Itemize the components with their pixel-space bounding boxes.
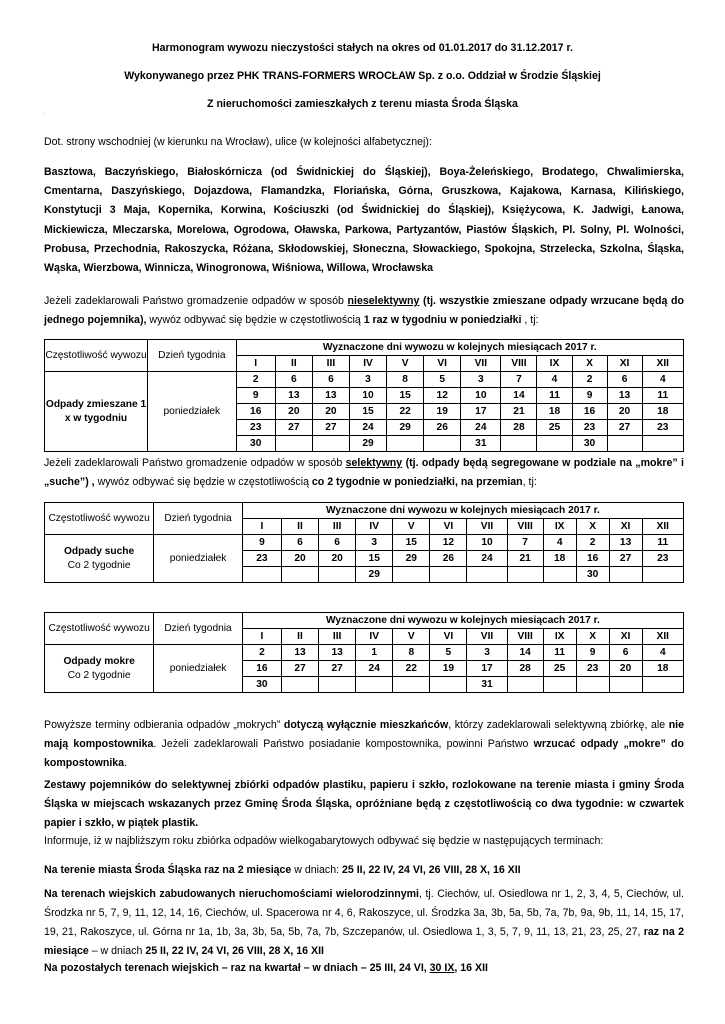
date-cell [281, 567, 318, 583]
date-cell [430, 677, 467, 693]
date-cell [507, 677, 543, 693]
month-header: XI [609, 519, 642, 535]
month-header: I [242, 519, 281, 535]
p1-c: (tj. wszystkie zmieszane odpady wrzucane będą do jednego pojemnika), [44, 295, 684, 326]
month-header: XII [642, 519, 683, 535]
p2-c: (tj. odpady będą segregowane w podziale na „mokre” i „suche”) , [44, 457, 684, 488]
date-cell: 3 [356, 535, 393, 551]
date-cell: 13 [312, 388, 349, 404]
paragraph-selective [44, 454, 684, 492]
stray-marker: . [44, 110, 46, 116]
p3-d: nie mają kompostownika [44, 719, 684, 750]
date-cell: 10 [467, 535, 507, 551]
date-cell: 9 [572, 388, 607, 404]
month-header: X [572, 356, 607, 372]
date-cell [543, 677, 576, 693]
date-cell: 7 [501, 372, 537, 388]
date-cell [642, 436, 683, 452]
p3-g: . [124, 757, 128, 769]
date-cell: 4 [642, 645, 683, 661]
date-cell: 20 [312, 404, 349, 420]
date-cell: 14 [507, 645, 543, 661]
table-row [45, 535, 684, 551]
date-cell: 9 [242, 535, 281, 551]
date-cell: 9 [576, 645, 609, 661]
date-cell: 30 [242, 677, 281, 693]
date-cell: 16 [242, 661, 281, 677]
date-cell: 27 [281, 661, 318, 677]
header-row [45, 340, 684, 356]
date-cell: 18 [537, 404, 572, 420]
date-cell [576, 677, 609, 693]
date-cell: 31 [467, 677, 507, 693]
frequency-header: Częstotliwość wywozu [45, 613, 154, 645]
date-cell: 6 [281, 535, 318, 551]
date-cell: 9 [236, 388, 275, 404]
month-header: VIII [507, 629, 543, 645]
p3-c: , którzy zadeklarowali selektywną zbiórkę, ale [448, 719, 669, 731]
date-cell [281, 677, 318, 693]
p3-f: wrzucać odpady „mokre” do kompostownika [44, 738, 684, 769]
date-cell: 25 [543, 661, 576, 677]
date-cell: 4 [537, 372, 572, 388]
month-header: I [236, 356, 275, 372]
date-cell: 14 [501, 388, 537, 404]
date-cell: 27 [275, 420, 312, 436]
date-cell: 24 [461, 420, 501, 436]
date-cell: 10 [349, 388, 386, 404]
date-cell [607, 436, 642, 452]
waste-type-cell [45, 645, 154, 693]
dates-header: Wyznaczone dni wywozu w kolejnych miesiącach 2017 r. [242, 503, 683, 519]
date-cell: 16 [236, 404, 275, 420]
p3-b: dotyczą wyłącznie mieszkańców [283, 719, 449, 731]
month-header: X [576, 519, 609, 535]
month-header: VIII [501, 356, 537, 372]
date-cell: 24 [356, 661, 393, 677]
date-cell [430, 567, 467, 583]
weekday-header: Dzień tygodnia [148, 340, 237, 372]
p2-a: Jeżeli zadeklarowali Państwo gromadzenie odpadów w sposób [44, 457, 346, 469]
date-cell: 27 [609, 551, 642, 567]
waste-type-label: Odpady suche [64, 545, 135, 557]
date-cell: 18 [543, 551, 576, 567]
paragraph-rural-multi [44, 885, 684, 961]
p7-a: Na terenach wiejskich zabudowanych nieruchomościami wielorodzinnymi [44, 888, 419, 900]
frequency-header: Częstotliwość wywozu [45, 503, 154, 535]
date-cell [312, 436, 349, 452]
paragraph-wet-note [44, 716, 684, 773]
date-cell: 10 [461, 388, 501, 404]
date-cell: 30 [576, 567, 609, 583]
date-cell: 22 [387, 404, 424, 420]
p2-e: co 2 tygodnie w poniedziałki, na przemian [311, 476, 523, 488]
month-header: XII [642, 356, 683, 372]
frequency-header: Częstotliwość wywozu [45, 340, 148, 372]
date-cell: 19 [424, 404, 461, 420]
p8-b: 30 IX [429, 962, 455, 974]
date-cell: 15 [349, 404, 386, 420]
date-cell: 15 [356, 551, 393, 567]
date-cell: 20 [609, 661, 642, 677]
schedule-table-wet [44, 612, 684, 693]
month-header: VII [467, 519, 507, 535]
p2-b: selektywny [345, 457, 403, 469]
title-line-3: Z nieruchomości zamieszkałych z terenu miasta Środa Śląska [207, 98, 518, 110]
date-cell [275, 436, 312, 452]
date-cell: 6 [275, 372, 312, 388]
date-cell: 13 [281, 645, 318, 661]
p6-a: Na terenie miasta Środa Śląska raz na 2 miesiące [44, 864, 292, 876]
month-header: IV [356, 629, 393, 645]
date-cell: 23 [242, 551, 281, 567]
date-cell: 20 [319, 551, 356, 567]
date-cell: 24 [349, 420, 386, 436]
table-row [45, 372, 684, 388]
date-cell [501, 436, 537, 452]
date-cell: 23 [642, 551, 683, 567]
p7-e: 25 II, 22 IV, 24 VI, 26 VIII, 28 X, 16 XII [145, 945, 324, 957]
month-header: XI [607, 356, 642, 372]
table-row [45, 645, 684, 661]
weekday-cell: poniedziałek [154, 645, 243, 693]
date-cell: 29 [387, 420, 424, 436]
paragraph-nonselective [44, 292, 684, 330]
date-cell: 2 [242, 645, 281, 661]
date-cell: 30 [236, 436, 275, 452]
header-row [45, 613, 684, 629]
month-header: VII [467, 629, 507, 645]
month-header: IV [349, 356, 386, 372]
date-cell: 27 [319, 661, 356, 677]
p1-f: , tj: [521, 314, 539, 326]
date-cell: 30 [572, 436, 607, 452]
date-cell: 20 [607, 404, 642, 420]
p3-a: Powyższe terminy odbierania odpadów „mokrych” [44, 719, 284, 731]
month-header: III [319, 519, 356, 535]
date-cell: 18 [642, 404, 683, 420]
schedule-table-mixed [44, 339, 684, 452]
p7-c: raz na 2 miesiące [44, 926, 684, 957]
date-cell [609, 677, 642, 693]
date-cell: 27 [607, 420, 642, 436]
month-header: I [242, 629, 281, 645]
date-cell: 3 [467, 645, 507, 661]
date-cell: 13 [607, 388, 642, 404]
date-cell: 27 [312, 420, 349, 436]
date-cell: 2 [576, 535, 609, 551]
p7-b: , tj. Ciechów, ul. Osiedlowa nr 1, 2, 3, 4, 5, Ciechów, ul. Środzka nr 5, 7, 9, 11, 12, 14, 16, Ciechów, ul. Spacerowa nr 4, 6, Rakoszyce, ul. Środzka 3a, 3b, 5a, 5b, 7a, 7b, 9a, 9b, 11, 14, 15, 17, 19, 21, Rakoszyce, ul. Górna nr 1a, 1b, 3a, 3b, 5a, 5b, 7a, 7b, Szczepanów, ul. Osiedlowa 1, 3, 5, 7, 9, 11, 13, 21, 23, 25, 27, [44, 888, 684, 938]
date-cell [319, 677, 356, 693]
p6-b: w dniach: [291, 864, 342, 876]
date-cell: 24 [467, 551, 507, 567]
waste-type-label: Odpady zmieszane 1 x w tygodniu [45, 398, 147, 424]
date-cell: 5 [430, 645, 467, 661]
month-header: VI [430, 629, 467, 645]
date-cell [242, 567, 281, 583]
date-cell: 16 [576, 551, 609, 567]
weekday-header: Dzień tygodnia [154, 613, 243, 645]
weekday-header: Dzień tygodnia [154, 503, 243, 535]
date-cell: 23 [236, 420, 275, 436]
p7-d: – w dniach [88, 945, 146, 957]
paragraph-city-dates [44, 863, 684, 879]
date-cell: 4 [543, 535, 576, 551]
date-cell [537, 436, 572, 452]
weekday-cell: poniedziałek [148, 372, 237, 452]
date-cell: 23 [572, 420, 607, 436]
date-cell: 6 [319, 535, 356, 551]
date-cell: 2 [236, 372, 275, 388]
month-header: XI [609, 629, 642, 645]
date-cell: 19 [430, 661, 467, 677]
date-cell: 8 [387, 372, 424, 388]
p8-a: Na pozostałych terenach wiejskich – raz na kwartał – w dniach – 25 III, 24 VI, [44, 962, 430, 974]
month-header: V [393, 519, 430, 535]
month-header: VII [461, 356, 501, 372]
month-header: III [319, 629, 356, 645]
date-cell: 26 [424, 420, 461, 436]
date-cell [543, 567, 576, 583]
date-cell: 29 [349, 436, 386, 452]
p6-c: 25 II, 22 IV, 24 VI, 26 VIII, 28 X, 16 XII [341, 864, 521, 876]
month-header: IX [537, 356, 572, 372]
date-cell: 23 [642, 420, 683, 436]
month-header: IV [356, 519, 393, 535]
date-cell: 20 [281, 551, 318, 567]
month-header: V [387, 356, 424, 372]
date-cell: 21 [507, 551, 543, 567]
p1-d: wywóz odbywać się będzie w częstotliwością [146, 314, 364, 326]
street-list: Basztowa, Baczyńskiego, Białoskórnicza (od Świdnickiej do Śląskiej), Boya-Żeleńskiego, Brodatego, Chwalimierska, Cmentarna, Daszyńskiego, Dojazdowa, Flamandzka, Floriańska, Górna, Gruszkowa, Kajakowa, Karnasa, Kilińskiego, Konstytucji 3 Maja, Kopernika, Korwina, Kościuszki (od Świdnickiej do Śląskiej), Księżycowa, K. Jadwigi, Łanowa, Mickiewicza, Mleczarska, Morelowa, Ogrodowa, Oławska, Parkowa, Partyzantów, Piastów Śląskich, Pl. Solny, Pl. Wolności, Probusa, Przechodnia, Rakoszycka, Różana, Skłodowskiej, Słoneczna, Słowackiego, Spokojna, Strzelecka, Szkolna, Śląska, Wąska, Wierzbowa, Winnicza, Winogronowa, Wiśniowa, Willowa, Wrocławska [44, 166, 684, 275]
date-cell [507, 567, 543, 583]
date-cell: 26 [430, 551, 467, 567]
date-cell: 21 [501, 404, 537, 420]
p1-b: nieselektywny [347, 295, 420, 307]
date-cell: 22 [393, 661, 430, 677]
date-cell: 20 [275, 404, 312, 420]
date-cell [424, 436, 461, 452]
date-cell: 7 [507, 535, 543, 551]
date-cell: 4 [642, 372, 683, 388]
date-cell: 13 [319, 645, 356, 661]
p8-c: , 16 XII [454, 962, 488, 974]
paragraph-rural-other [44, 961, 684, 977]
schedule-table-dry [44, 502, 684, 583]
date-cell [393, 677, 430, 693]
p2-d: wywóz odbywać się będzie w częstotliwością [94, 476, 312, 488]
date-cell: 6 [607, 372, 642, 388]
date-cell: 15 [387, 388, 424, 404]
weekday-cell: poniedziałek [154, 535, 243, 583]
date-cell: 13 [609, 535, 642, 551]
month-header: X [576, 629, 609, 645]
date-cell: 17 [461, 404, 501, 420]
dates-header: Wyznaczone dni wywozu w kolejnych miesiącach 2017 r. [236, 340, 683, 356]
date-cell: 18 [642, 661, 683, 677]
p2-f: , tj: [522, 476, 537, 488]
date-cell: 12 [430, 535, 467, 551]
date-cell: 15 [393, 535, 430, 551]
date-cell [467, 567, 507, 583]
date-cell: 6 [609, 645, 642, 661]
date-cell: 25 [537, 420, 572, 436]
title-line-2: Wykonywanego przez PHK TRANS-FORMERS WROCŁAW Sp. z o.o. Oddział w Środzie Śląskiej [124, 70, 601, 82]
month-header: II [281, 519, 318, 535]
dates-header: Wyznaczone dni wywozu w kolejnych miesiącach 2017 r. [242, 613, 683, 629]
title-line-1: Harmonogram wywozu nieczystości stałych na okres od 01.01.2017 do 31.12.2017 r. [152, 42, 573, 54]
p3-e: . Jeżeli zadeklarowali Państwo posiadanie kompostownika, powinni Państwo [153, 738, 534, 750]
date-cell [609, 567, 642, 583]
date-cell: 13 [275, 388, 312, 404]
date-cell: 29 [393, 551, 430, 567]
month-header: IX [543, 629, 576, 645]
intro-text: Dot. strony wschodniej (w kierunku na Wrocław), ulice (w kolejności alfabetycznej): [44, 136, 432, 148]
waste-type-label: Odpady mokre [63, 655, 135, 667]
date-cell: 3 [461, 372, 501, 388]
date-cell: 31 [461, 436, 501, 452]
date-cell: 3 [349, 372, 386, 388]
header-row [45, 503, 684, 519]
month-header: VI [424, 356, 461, 372]
date-cell: 5 [424, 372, 461, 388]
date-cell [642, 677, 683, 693]
waste-type-cell [45, 535, 154, 583]
month-header: II [275, 356, 312, 372]
paragraph-containers: Zestawy pojemników do selektywnej zbiórki odpadów plastiku, papieru i szkło, rozlokowane na terenie miasta i gminy Środa Śląska w miejscach wskazanych przez Gminę Środa Śląska, opróżniane będą z częstotliwością co dwa tygodnie: w czwartek papier i szkło, w piątek plastik. [44, 779, 684, 829]
month-header: V [393, 629, 430, 645]
date-cell: 28 [507, 661, 543, 677]
date-cell: 11 [642, 535, 683, 551]
date-cell [356, 677, 393, 693]
month-header: III [312, 356, 349, 372]
date-cell: 6 [312, 372, 349, 388]
month-header: IX [543, 519, 576, 535]
waste-frequency-label: Co 2 tygodnie [67, 559, 131, 571]
date-cell [387, 436, 424, 452]
date-cell: 23 [576, 661, 609, 677]
month-header: VI [430, 519, 467, 535]
date-cell: 2 [572, 372, 607, 388]
month-header: XII [642, 629, 683, 645]
p1-e: 1 raz w tygodniu w poniedziałki [363, 314, 522, 326]
paragraph-bulky-intro: Informuje, iż w najbliższym roku zbiórka odpadów wielkogabarytowych odbywać się będzie w następujących terminach: [44, 835, 604, 847]
date-cell: 16 [572, 404, 607, 420]
waste-frequency-label: Co 2 tygodnie [67, 669, 131, 681]
date-cell [393, 567, 430, 583]
date-cell [642, 567, 683, 583]
date-cell: 29 [356, 567, 393, 583]
month-header: II [281, 629, 318, 645]
date-cell: 17 [467, 661, 507, 677]
date-cell: 11 [642, 388, 683, 404]
date-cell: 11 [537, 388, 572, 404]
date-cell: 28 [501, 420, 537, 436]
month-header: VIII [507, 519, 543, 535]
date-cell: 11 [543, 645, 576, 661]
date-cell: 12 [424, 388, 461, 404]
date-cell: 1 [356, 645, 393, 661]
date-cell: 8 [393, 645, 430, 661]
p1-a: Jeżeli zadeklarowali Państwo gromadzenie odpadów w sposób [44, 295, 348, 307]
date-cell [319, 567, 356, 583]
waste-type-cell [45, 372, 148, 452]
